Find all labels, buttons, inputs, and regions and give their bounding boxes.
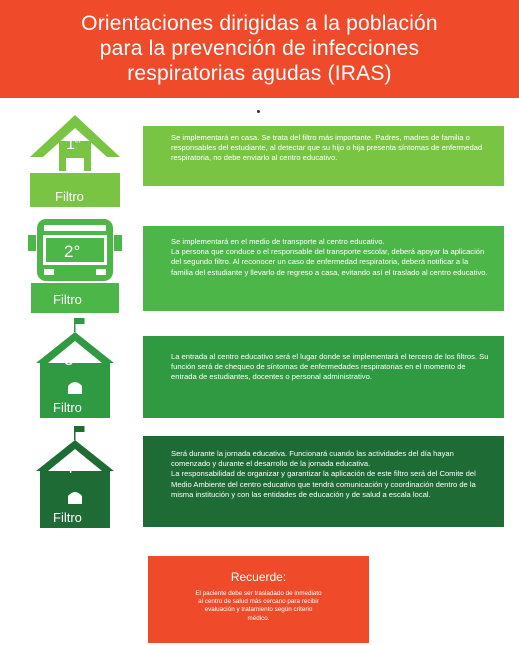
filtro-3-number: 3°	[64, 350, 81, 369]
filtro-4-label: Filtro	[53, 510, 82, 525]
filtro-3-text-box	[143, 336, 504, 418]
title-line-2: para la prevención de infecciones	[99, 37, 420, 60]
filtro-1-text-box	[143, 126, 504, 186]
title-line-3: respiratorias agudas (IRAS)	[127, 62, 392, 85]
filtro-4-text-p1: Será durante la jornada educativa. Funcionará cuando las actividades del día hayan comenzado y durante el desarrollo de la jornada educativa.	[171, 449, 454, 469]
recuerde-title: Recuerde:	[230, 570, 287, 584]
recuerde-box	[148, 556, 369, 643]
recuerde-text: El paciente debe ser trasladado de inmediato al centro de salud más cercano para recibir evaluación y tratamiento según criterio médico.	[195, 590, 322, 622]
filtro-2-text-box	[143, 226, 504, 311]
filtro-4-text-box	[143, 436, 504, 527]
filtro-1-number	[66, 136, 81, 154]
filtro-1-number-text: 1	[66, 136, 75, 153]
filtro-2-text-p2: La persona que conduce o el responsable del transporte escolar, deberá apoyar la aplicación del segundo filtro. Al reconocer un caso de enfermedad respiratoria, deberá notificar a la familia del estudiante y llevarlo de regreso a casa, evitando así el traslado al centro educativo.	[171, 247, 488, 277]
filtro-4-number: 4°	[64, 458, 81, 477]
filtro-1-label: Filtro	[55, 189, 84, 204]
page-title	[0, 0, 519, 86]
header-banner	[0, 0, 519, 98]
filtro-2-label: Filtro	[53, 292, 82, 307]
bullet-dot	[257, 110, 260, 113]
filtro-3-text: La entrada al centro educativo será el lugar donde se implementará el tercero de los filtros. Su función será de chequeo de síntomas de enfermedades respiratorias en el momento de entrada de estudiantes, docentes o personal administrativo.	[171, 352, 489, 382]
filtro-4-text-p2: La responsabilidad de organizar y garantizar la aplicación de este filtro será del Comite del Medio Ambiente del centro educativo que tendrá comunicación y coordinación dentro de la misma institución y con las entidades de educación y de salud a escala local.	[171, 469, 476, 499]
filtro-3-label: Filtro	[53, 400, 82, 415]
filtro-2-number: 2°	[64, 242, 81, 261]
title-line-1: Orientaciones dirigidas a la población	[81, 12, 438, 35]
filtro-1-text: Se implementará en casa. Se trata del filtro más importante. Padres, madres de familia o responsables del estudiante, al detectar que su hijo o hija presenta síntomas de enfermedad respiratoria, no debe enviarlo al centro educativo.	[171, 133, 483, 163]
filtro-1-number-sup: er	[74, 137, 82, 145]
filtro-2-text-p1: Se implementará en el medio de transporte al centro educativo.	[171, 237, 385, 246]
